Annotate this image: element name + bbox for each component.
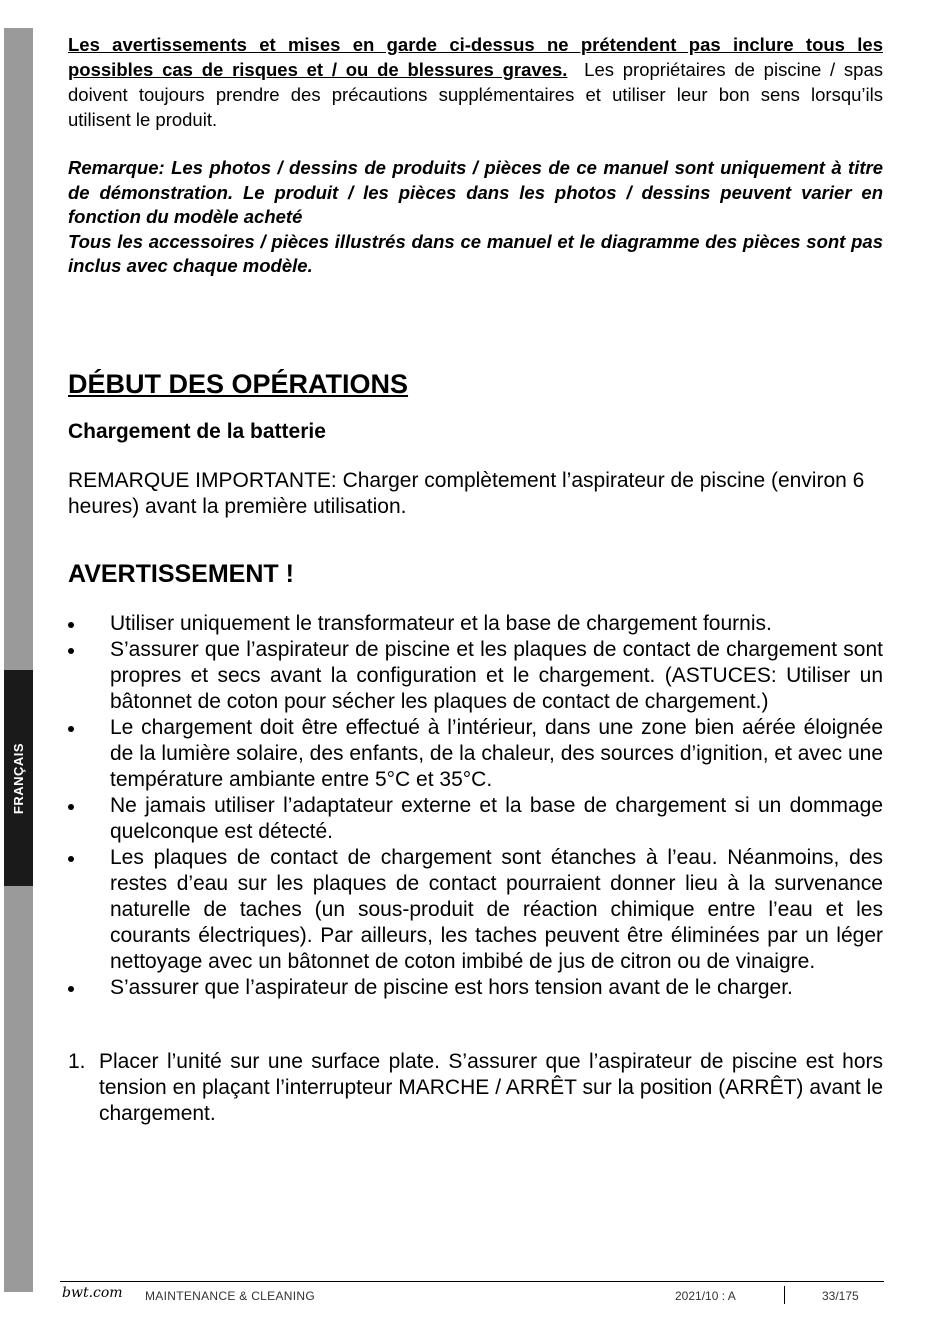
intro-paragraph (68, 32, 883, 132)
list-item: Ne jamais utiliser l’adaptateur externe et la base de chargement si un dommage quelconque est détecté. (68, 793, 883, 845)
footer-section-name: MAINTENANCE & CLEANING (145, 1289, 315, 1303)
sidebar-bar-bottom (4, 886, 33, 1292)
footer-revision-date: 2021/10 : A (675, 1289, 736, 1303)
sidebar-bar-top (4, 28, 33, 670)
bullet-dot-icon (68, 648, 74, 654)
brand-logo: bwt.com (62, 1285, 123, 1301)
page-number: 33/175 (822, 1289, 859, 1303)
list-item: Utiliser uniquement le transformateur et la base de chargement fournis. (68, 611, 883, 637)
important-note: REMARQUE IMPORTANTE: Charger complètement l’aspirateur de piscine (environ 6 heures) avant la première utilisation. (68, 468, 865, 518)
sidebar-language (4, 670, 33, 886)
warning-list (68, 611, 883, 1001)
intro-advice: Les propriétaires de piscine / spas doivent toujours prendre des précautions supplémentaires et utiliser leur bon sens lorsqu’ils utilisent le produit. (68, 59, 884, 130)
list-item: S’assurer que l’aspirateur de piscine est hors tension avant de le charger. (68, 975, 883, 1001)
footer-divider-line (60, 1281, 884, 1282)
step-text: Placer l’unité sur une surface plate. S’assurer que l’aspirateur de piscine est hors tension en plaçant l’interrupteur MARCHE / ARRÊT sur la position (ARRÊT) avant le chargement. (99, 1049, 883, 1125)
remark-line-2: Tous les accessoires / pièces illustrés dans ce manuel et le diagramme des pièces sont pas inclus avec chaque modèle. (68, 230, 883, 276)
bullet-dot-icon (68, 726, 74, 732)
bullet-dot-icon (68, 986, 74, 992)
step-number: 1. (68, 1049, 86, 1073)
page-footer (60, 1287, 884, 1307)
sidebar-language-label: FRANÇAIS (11, 742, 27, 814)
intro-disclaimer: Les avertissements et mises en garde ci-dessus ne prétendent pas inclure tous les possibles cas de risques et / ou de blessures graves. (68, 34, 883, 80)
footer-vertical-divider (784, 1286, 785, 1304)
section-title: DÉBUT DES OPÉRATIONS (68, 368, 409, 399)
steps-list (68, 1049, 883, 1127)
warning-title: AVERTISSEMENT ! (68, 559, 294, 588)
bullet-dot-icon (68, 856, 74, 862)
list-item: Les plaques de contact de chargement sont étanches à l’eau. Néanmoins, des restes d’eau sur les plaques de contact pourraient donner lieu à la survenance naturelle de taches (un sous-produit de réaction chimique entre l’eau et les courants électriques). Par ailleurs, les taches peuvent être éliminées par un léger nettoyage avec un bâtonnet de coton imbibé de jus de citron ou de vinaigre. (68, 845, 883, 975)
page-content (68, 32, 883, 1127)
bullet-dot-icon (68, 622, 74, 628)
bullet-dot-icon (68, 804, 74, 810)
list-item: S’assurer que l’aspirateur de piscine et les plaques de contact de chargement sont propres et secs avant la configuration et le chargement. (ASTUCES: Utiliser un bâtonnet de coton pour sécher les plaques de contact de chargement.) (68, 637, 883, 715)
remark-line-1: Remarque: Les photos / dessins de produits / pièces de ce manuel sont uniquement à titre de démonstration. Le produit / les pièces dans les photos / dessins peuvent varier en fonction du modèle acheté (68, 157, 883, 227)
section-subtitle: Chargement de la batterie (68, 419, 326, 443)
step-item (68, 1049, 883, 1127)
list-item: Le chargement doit être effectué à l’intérieur, dans une zone bien aérée éloignée de la lumière solaire, des enfants, de la chaleur, des sources d’ignition, et avec une température ambiante entre 5°C et 35°C. (68, 715, 883, 793)
